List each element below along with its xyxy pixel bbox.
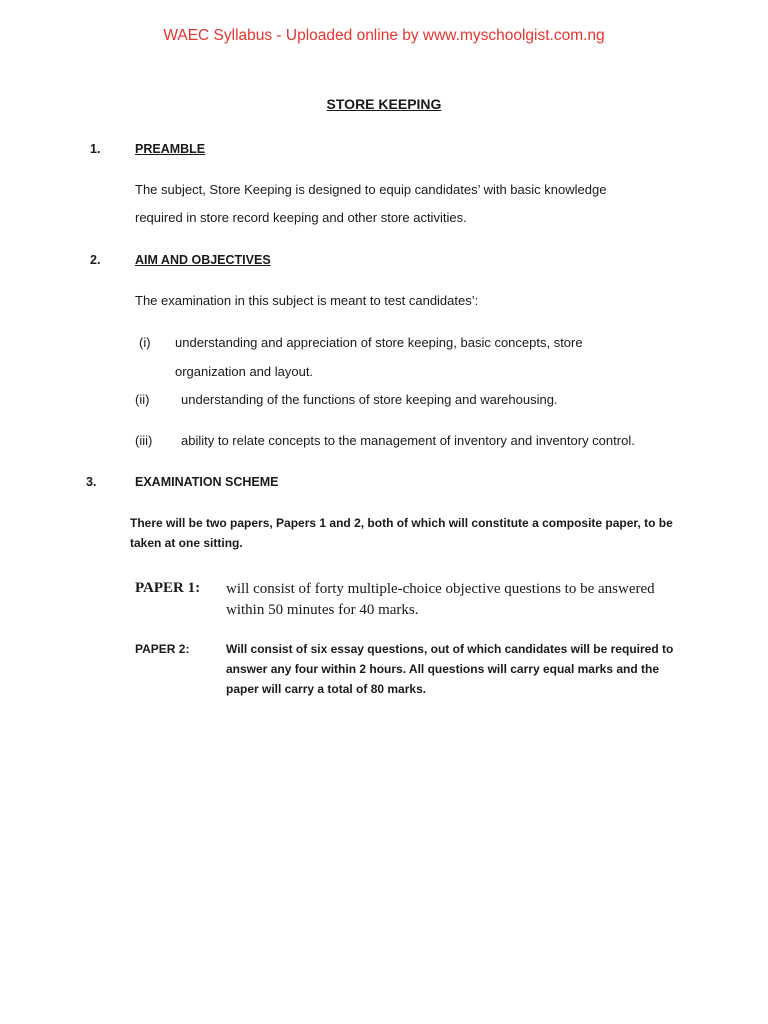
section-2-heading: AIM AND OBJECTIVES: [135, 253, 271, 267]
objective-2-marker: (ii): [135, 392, 150, 407]
objective-1-marker: (i): [139, 335, 151, 350]
section-2-number: 2.: [90, 253, 101, 267]
section-1-heading: PREAMBLE: [135, 142, 206, 156]
aims-intro: The examination in this subject is meant to test candidates’:: [135, 293, 479, 308]
section-1-number: 1.: [90, 142, 101, 156]
objective-1-line-1: understanding and appreciation of store keeping, basic concepts, store: [175, 335, 583, 350]
preamble-line-1: The subject, Store Keeping is designed to equip candidates’ with basic knowledge: [135, 182, 607, 197]
objective-2-line-1: understanding of the functions of store keeping and warehousing.: [181, 392, 558, 407]
section-3-number: 3.: [86, 475, 97, 489]
paper-2-text: Will consist of six essay questions, out of which candidates will be required to answer any four within 2 hours. All questions will carry equal marks and the paper will carry a total of 80 marks.: [226, 642, 674, 696]
objective-3-line-1: ability to relate concepts to the management of inventory and inventory control.: [181, 433, 635, 448]
objective-3-marker: (iii): [135, 433, 153, 448]
paper-1-text: will consist of forty multiple-choice objective questions to be answered within 50 minutes for 40 marks.: [226, 581, 655, 618]
document-title: STORE KEEPING: [326, 96, 442, 112]
paper-2-label: PAPER 2:: [135, 642, 190, 656]
exam-scheme-intro: There will be two papers, Papers 1 and 2, both of which will constitute a composite paper, to be taken at one sitting.: [130, 516, 673, 550]
section-3-heading: EXAMINATION SCHEME: [135, 475, 279, 489]
preamble-line-2: required in store record keeping and other store activities.: [135, 210, 467, 225]
header-note: WAEC Syllabus - Uploaded online by www.myschoolgist.com.ng: [163, 27, 605, 44]
objective-1-line-2: organization and layout.: [175, 364, 314, 379]
paper-1-label: PAPER 1:: [135, 580, 201, 596]
